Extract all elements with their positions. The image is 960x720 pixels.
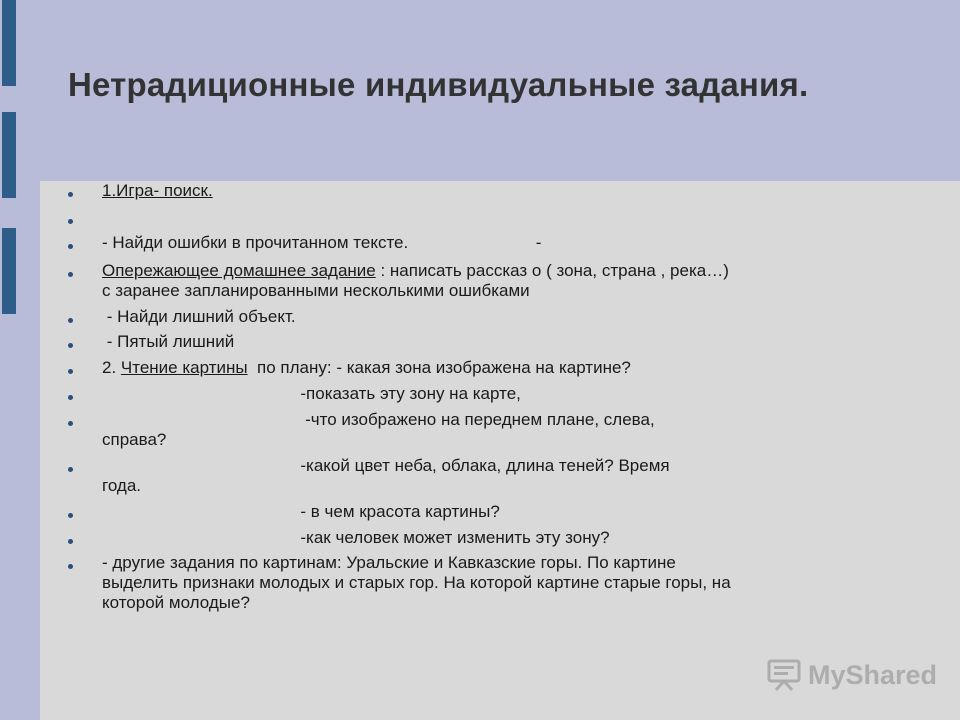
underlined-text: 1.Игра- поиск.	[102, 181, 213, 200]
text-span: - Найди лишний объект.	[102, 307, 296, 326]
bullet-dot-icon	[68, 318, 73, 323]
text-span: 2.	[102, 358, 121, 377]
bullet-dot-icon	[68, 564, 73, 569]
accent-bar-top	[2, 0, 16, 86]
bullet-text	[102, 233, 902, 253]
bullet-text	[102, 410, 902, 450]
underlined-text: Опережающее домашнее задание	[102, 261, 376, 280]
bullet-text	[102, 307, 902, 327]
bullet-text	[102, 358, 902, 378]
bullet-text	[102, 553, 902, 613]
accent-bar-middle	[2, 112, 16, 198]
bullet-text	[102, 502, 902, 522]
bullet-dot-icon	[68, 272, 73, 277]
text-span: - другие задания по картинам: Уральские и Кавказские горы. По картине выделить признаки молодых и старых гор. На которой картине старые горы, на которой молодые?	[102, 553, 731, 612]
bullet-dot-icon	[68, 539, 73, 544]
bullet-text	[102, 528, 902, 548]
bullet-dot-icon	[68, 192, 73, 197]
bullet-dot-icon	[68, 244, 73, 249]
slide-title: Нетрадиционные индивидуальные задания.	[68, 66, 809, 103]
bullet-dot-icon	[68, 395, 73, 400]
bullet-dot-icon	[68, 343, 73, 348]
bullet-dot-icon	[68, 513, 73, 518]
bullet-text	[102, 261, 902, 301]
text-span: - в чем красота картины?	[102, 502, 500, 521]
watermark-text: MyShared	[808, 659, 938, 690]
bullet-text	[102, 332, 902, 352]
text-span: - Найди ошибки в прочитанном тексте. -	[102, 233, 542, 252]
text-span: -как человек может изменить эту зону?	[102, 528, 610, 547]
text-span: -какой цвет неба, облака, длина теней? Время года.	[102, 456, 670, 495]
bullet-dot-icon	[68, 467, 73, 472]
underlined-text: Чтение картины	[120, 358, 248, 377]
text-span: по плану: - какая зона изображена на картине?	[247, 358, 631, 377]
text-span: -что изображено на переднем плане, слева, справа?	[102, 410, 655, 449]
bullet-text	[102, 384, 902, 404]
accent-bar-bottom	[2, 228, 16, 314]
text-span: : написать рассказ о ( зона, страна , река…) с заранее запланированными несколькими ошибками	[102, 261, 729, 300]
watermark-logo	[766, 655, 937, 695]
bullet-text	[102, 456, 902, 496]
bullet-text	[102, 181, 902, 201]
bullet-dot-icon	[68, 369, 73, 374]
presentation-board-icon	[766, 658, 802, 692]
text-span: - Пятый лишний	[102, 332, 235, 351]
bullet-dot-icon	[68, 421, 73, 426]
content-panel	[40, 181, 960, 720]
text-span: -показать эту зону на карте,	[102, 384, 521, 403]
bullet-dot-icon	[68, 219, 73, 224]
